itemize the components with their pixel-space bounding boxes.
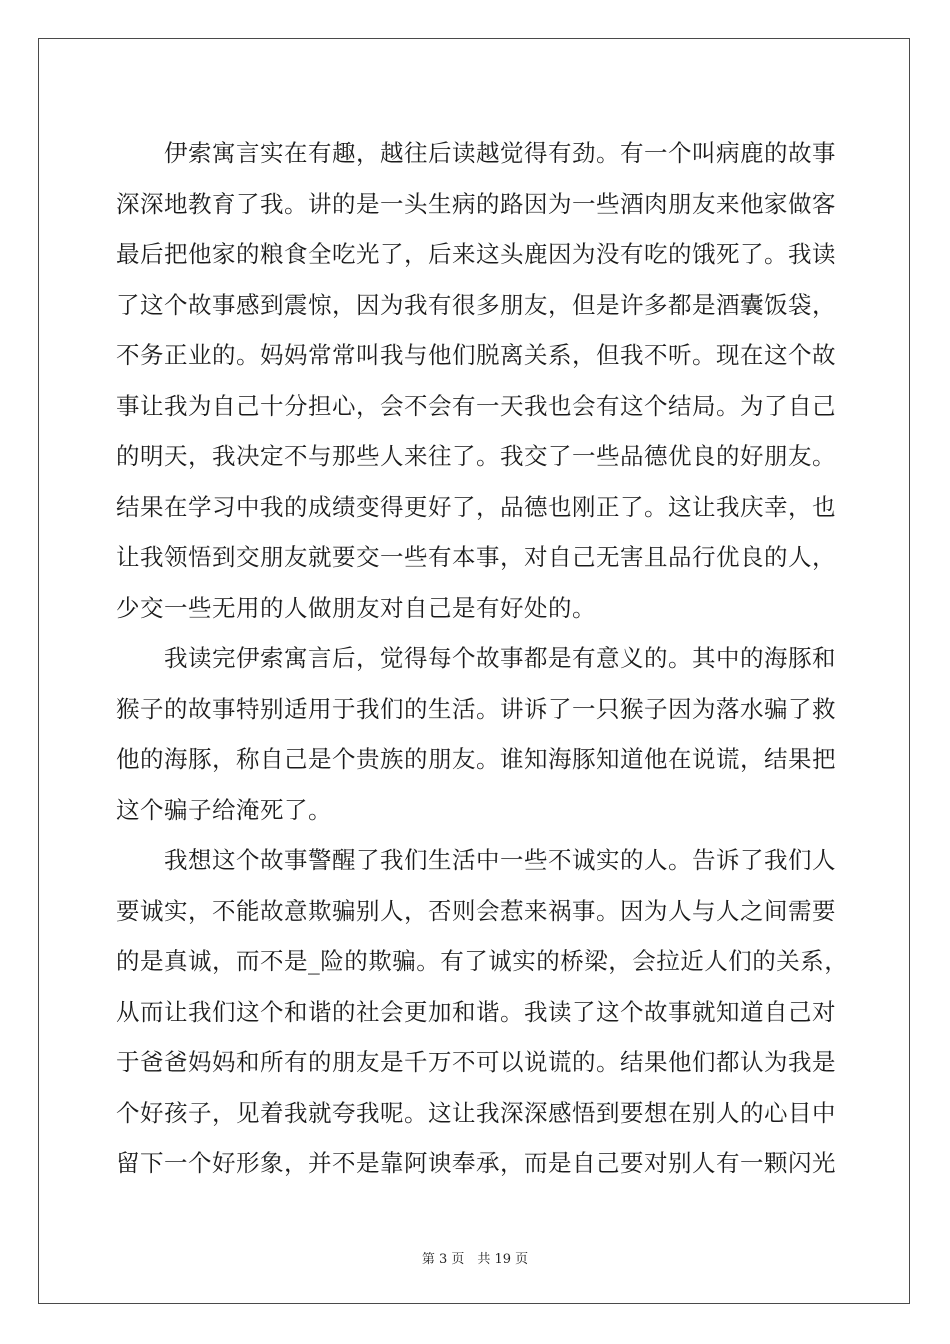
text-line: 让我领悟到交朋友就要交一些有本事，对自己无害且品行优良的人， [116,543,836,571]
text-line: 我读完伊索寓言后，觉得每个故事都是有意义的。其中的海豚和 [116,644,836,672]
text-line: 事让我为自己十分担心，会不会有一天我也会有这个结局。为了自己 [116,391,836,420]
text-line: 深深地教育了我。讲的是一头生病的路因为一些酒肉朋友来他家做客 [116,189,836,218]
text-line: 我想这个故事警醒了我们生活中一些不诚实的人。告诉了我们人 [116,846,836,874]
text-line: 这个骗子给淹死了。 [116,795,332,824]
text-line: 留下一个好形象，并不是靠阿谀奉承，而是自己要对别人有一颗闪光 [116,1149,836,1177]
text-line: 最后把他家的粮食全吃光了，后来这头鹿因为没有吃的饿死了。我读 [116,240,836,268]
text-line: 于爸爸妈妈和所有的朋友是千万不可以说谎的。结果他们都认为我是 [116,1048,836,1076]
text-line: 了这个故事感到震惊，因为我有很多朋友，但是许多都是酒囊饭袋， [116,290,836,319]
text-line: 伊索寓言实在有趣，越往后读越觉得有劲。有一个叫病鹿的故事 [116,139,836,167]
text-line: 结果在学习中我的成绩变得更好了，品德也刚正了。这让我庆幸，也 [116,492,836,521]
text-line: 不务正业的。妈妈常常叫我与他们脱离关系，但我不听。现在这个故 [116,341,836,369]
text-line: 个好孩子，见着我就夸我呢。这让我深深感悟到要想在别人的心目中 [116,1098,836,1127]
text-line: 的明天，我决定不与那些人来往了。我交了一些品德优良的好朋友。 [116,442,836,470]
document-body [116,128,849,1189]
text-line: 猴子的故事特别适用于我们的生活。讲诉了一只猴子因为落水骗了救 [116,694,836,723]
text-line: 要诚实，不能故意欺骗别人，否则会惹来祸事。因为人与人之间需要 [116,896,836,925]
text-line: 他的海豚，称自己是个贵族的朋友。谁知海豚知道他在说谎，结果把 [116,745,836,773]
text-line: 从而让我们这个和谐的社会更加和谐。我读了这个故事就知道自己对 [116,997,836,1026]
text-line: 少交一些无用的人做朋友对自己是有好处的。 [116,593,596,622]
text-line: 的是真诚，而不是_险的欺骗。有了诚实的桥梁，会拉近人们的关系， [116,947,849,975]
page-number-footer: 第 3 页 共 19 页 [421,1252,529,1267]
